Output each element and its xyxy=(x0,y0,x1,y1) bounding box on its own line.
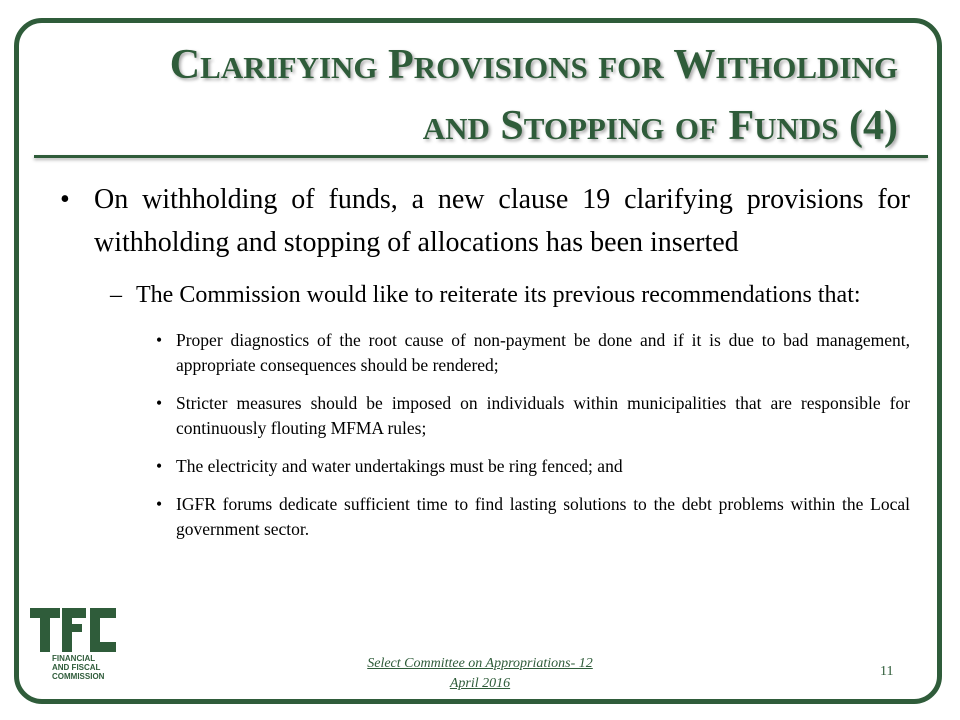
bullet-icon: • xyxy=(156,456,163,476)
logo-text: FINANCIAL AND FISCAL COMMISSION xyxy=(52,654,105,681)
dash-icon: – xyxy=(110,282,122,308)
title-word-initial: P xyxy=(388,42,414,88)
title-word xyxy=(849,103,898,149)
title-divider xyxy=(34,155,928,158)
title-word-rest: LARIFYING xyxy=(200,50,378,85)
title-word-initial: W xyxy=(673,42,716,88)
list-item-text: The electricity and water undertakings must be ring fenced; and xyxy=(176,456,623,476)
recommendation-list xyxy=(156,328,910,542)
title-word xyxy=(675,103,718,149)
title-word-initial: (4) xyxy=(849,103,898,149)
list-item-text: Proper diagnostics of the root cause of non-payment be done and if it is due to bad management, appropriate consequences should be rendered; xyxy=(176,330,910,375)
title-word xyxy=(170,42,378,88)
bullet-icon: • xyxy=(156,494,163,514)
list-item xyxy=(156,454,910,479)
list-item-text: IGFR forums dedicate sufficient time to find lasting solutions to the debt problems within the Local government sector. xyxy=(176,494,910,539)
title-line-1 xyxy=(40,36,898,97)
title-word-rest: UNDS xyxy=(754,111,839,146)
main-bullet-text: On withholding of funds, a new clause 19 clarifying provisions for withholding and stopping of allocations has been inserted xyxy=(94,184,910,258)
title-word-rest: ITHOLDING xyxy=(715,50,898,85)
title-word-rest: TOPPING xyxy=(523,111,665,146)
page-number: 11 xyxy=(880,664,894,679)
title-word xyxy=(500,103,664,149)
title-word-rest: OF xyxy=(674,111,718,146)
list-item xyxy=(156,328,910,378)
title-word xyxy=(598,42,663,88)
title-word-rest: AND xyxy=(422,111,490,146)
slide-footer xyxy=(330,654,630,694)
footer-line-2: April 2016 xyxy=(449,676,511,691)
title-line-2 xyxy=(40,97,898,158)
title-word xyxy=(423,103,490,149)
main-bullet xyxy=(60,178,910,264)
bullet-icon: • xyxy=(156,393,163,413)
title-word-initial: F xyxy=(728,103,755,149)
list-item xyxy=(156,492,910,542)
sub-bullet xyxy=(110,278,910,312)
title-word xyxy=(388,42,588,88)
title-word xyxy=(673,42,898,88)
sub-bullet-text: The Commission would like to reiterate its previous recommendations that: xyxy=(136,282,861,308)
slide-content xyxy=(60,178,910,555)
title-word-initial: C xyxy=(169,42,201,88)
title-word-initial: S xyxy=(500,103,524,149)
title-word-rest: ROVISIONS xyxy=(413,50,588,85)
title-word-rest: FOR xyxy=(598,50,664,85)
bullet-icon: • xyxy=(60,184,70,215)
bullet-icon: • xyxy=(156,330,163,350)
list-item-text: Stricter measures should be imposed on individuals within municipalities that are responsible for continuously flouting MFMA rules; xyxy=(176,393,910,438)
slide-title xyxy=(40,36,898,158)
footer-line-1: Select Committee on Appropriations- 12 xyxy=(367,656,593,671)
list-item xyxy=(156,391,910,441)
title-word xyxy=(728,103,838,149)
